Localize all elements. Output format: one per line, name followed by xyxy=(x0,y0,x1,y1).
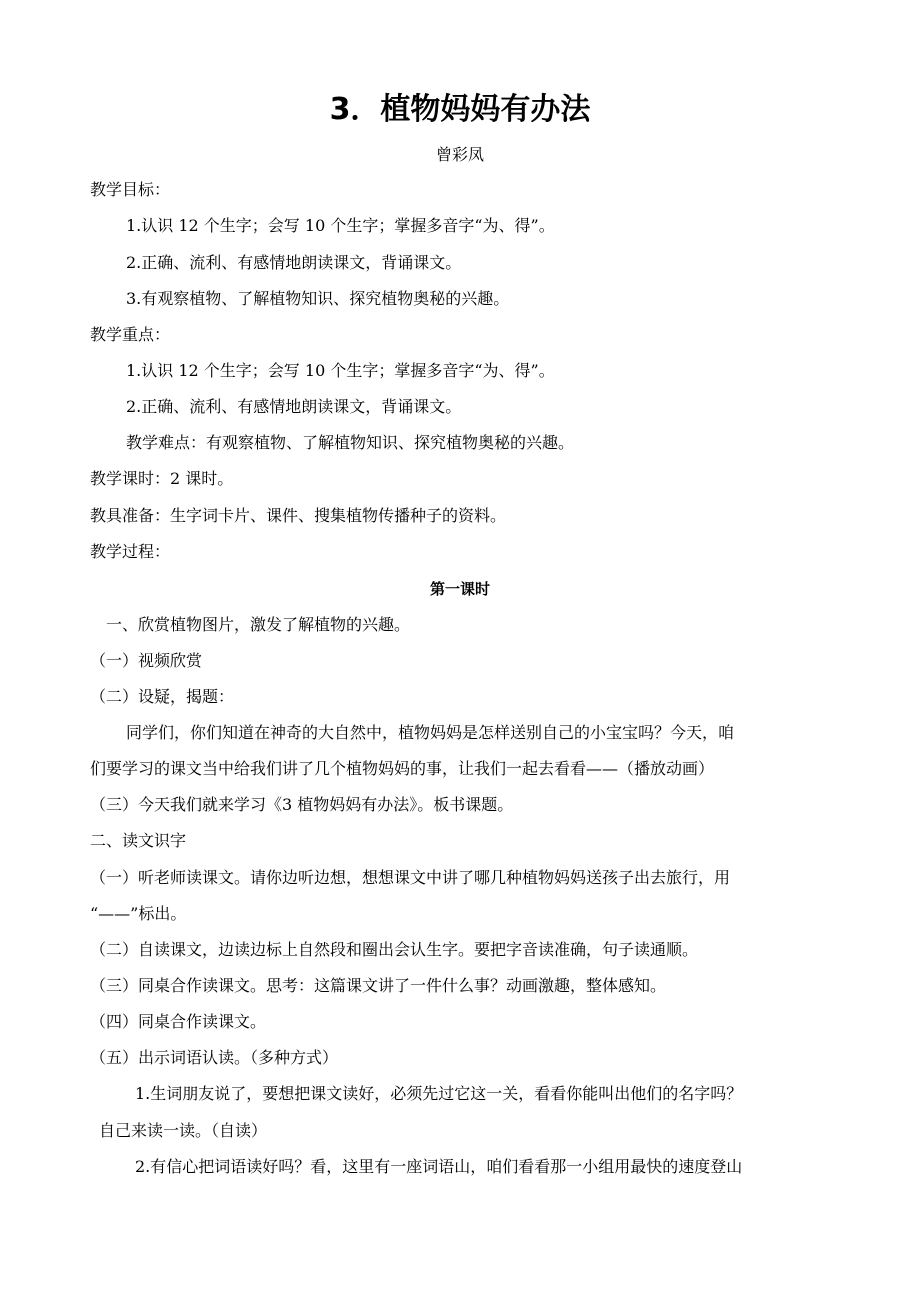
part2-item: （一）听老师读课文。请你边听边想，想想课文中讲了哪几种植物妈妈送孩子出去旅行，用 xyxy=(90,868,731,887)
part2-item: （五）出示词语认读。（多种方式） xyxy=(90,1048,339,1067)
paragraph-line: 们要学习的课文当中给我们讲了几个植物妈妈的事，让我们一起去看看——（播放动画） xyxy=(90,759,715,778)
sub-item-line: 自己来读一读。（自读） xyxy=(99,1121,268,1140)
goal-item: 2.正确、流利、有感情地朗读课文，背诵课文。 xyxy=(126,253,462,272)
class-hours-line: 教学课时：2 课时。 xyxy=(90,469,234,488)
part1-heading: 一、欣赏植物图片，激发了解植物的兴趣。 xyxy=(106,615,411,634)
part2-item: “——”标出。 xyxy=(90,904,187,923)
goal-item: 3.有观察植物、了解植物知识、探究植物奥秘的兴趣。 xyxy=(126,289,510,308)
part1-item: （一）视频欣赏 xyxy=(90,651,203,670)
goals-heading: 教学目标： xyxy=(90,180,171,199)
paragraph-line: 同学们，你们知道在神奇的大自然中，植物妈妈是怎样送别自己的小宝宝吗？今天，咱 xyxy=(126,723,735,742)
part2-item: （三）同桌合作读课文。思考：这篇课文讲了一件什么事？动画激趣，整体感知。 xyxy=(90,976,667,995)
sub-item-line: 1.生词朋友说了，要想把课文读好，必须先过它这一关，看看你能叫出他们的名字吗？ xyxy=(135,1084,743,1103)
part2-item: （二）自读课文，边读边标上自然段和圈出会认生字。要把字音读准确，句子读通顺。 xyxy=(90,940,699,959)
goal-item: 1.认识 12 个生字；会写 10 个生字；掌握多音字“为、得”。 xyxy=(126,216,555,235)
lesson-heading: 第一课时 xyxy=(429,580,490,598)
sub-item-line: 2.有信心把词语读好吗？看，这里有一座词语山，咱们看看那一小组用最快的速度登山 xyxy=(135,1157,743,1176)
materials-line: 教具准备：生字词卡片、课件、搜集植物传播种子的资料。 xyxy=(90,506,507,525)
part1-item: （二）设疑，揭题： xyxy=(90,687,235,706)
author-name: 曾彩凤 xyxy=(435,145,484,164)
process-heading: 教学过程： xyxy=(90,542,171,561)
document-title: 3．植物妈妈有办法 xyxy=(329,92,591,127)
key-points-heading: 教学重点： xyxy=(90,325,171,344)
key-point-item: 1.认识 12 个生字；会写 10 个生字；掌握多音字“为、得”。 xyxy=(126,361,555,380)
part2-item: （四）同桌合作读课文。 xyxy=(90,1012,267,1031)
part2-heading: 二、读文识字 xyxy=(90,831,187,850)
difficulty-line: 教学难点：有观察植物、了解植物知识、探究植物奥秘的兴趣。 xyxy=(126,433,575,452)
part1-item: （三）今天我们就来学习《3 植物妈妈有办法》。板书课题。 xyxy=(90,795,514,814)
key-point-item: 2.正确、流利、有感情地朗读课文，背诵课文。 xyxy=(126,397,462,416)
